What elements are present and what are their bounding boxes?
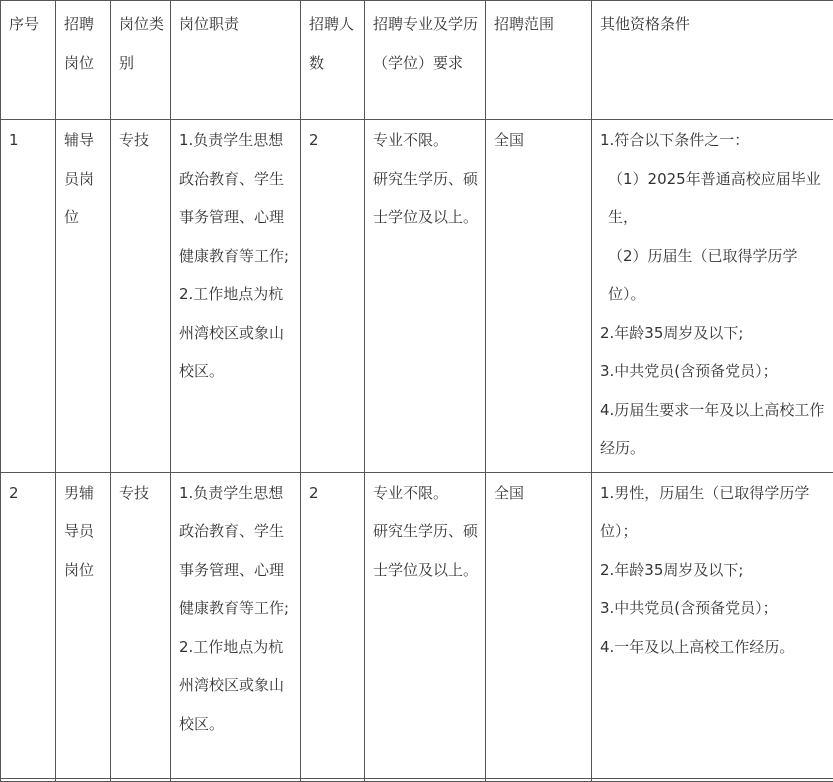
- header-cell-count: 招聘人数: [301, 1, 365, 120]
- header-cell-category: 岗位类别: [111, 1, 171, 120]
- condition-line: 1.男性，历届生（已取得学历学位）；: [600, 474, 827, 551]
- cell-scope: 全国: [486, 472, 592, 778]
- condition-line: 2.年龄35周岁及以下;: [600, 314, 827, 353]
- cell-duties: [171, 472, 301, 778]
- table-row: [1, 472, 833, 778]
- cell-requirements: [365, 472, 486, 778]
- condition-line: 1.符合以下条件之一：: [600, 121, 827, 160]
- condition-line: （1）2025年普通高校应届毕业生，: [600, 160, 827, 237]
- condition-line: 3.中共党员(含预备党员）；: [600, 352, 827, 391]
- table-header-row: [1, 1, 833, 120]
- cell-position: 辅导员岗位: [56, 120, 111, 473]
- cell-count: 2: [301, 120, 365, 473]
- header-cell-position: 招聘岗位: [56, 1, 111, 120]
- cell-scope: 全国: [486, 120, 592, 473]
- duty-line: 1.负责学生思想政治教育、学生事务管理、心理健康教育等工作;: [179, 121, 294, 275]
- cell-other: [592, 472, 833, 778]
- duty-line: 2.工作地点为杭州湾校区或象山校区。: [179, 628, 294, 744]
- condition-line: 4.历届生要求一年及以上高校工作经历。: [600, 391, 827, 468]
- requirement-line: 专业不限。: [373, 474, 479, 513]
- cell-category: 专技: [111, 472, 171, 778]
- condition-line: 2.年龄35周岁及以下;: [600, 551, 827, 590]
- header-cell-duties: 岗位职责: [171, 1, 301, 120]
- requirement-line: 研究生学历、硕士学位及以上。: [373, 512, 479, 589]
- header-cell-scope: 招聘范围: [486, 1, 592, 120]
- cell-position: 男辅导员岗位: [56, 472, 111, 778]
- requirement-line: 专业不限。: [373, 121, 479, 160]
- duty-line: 2.工作地点为杭州湾校区或象山校区。: [179, 275, 294, 391]
- cell-count: 2: [301, 472, 365, 778]
- cell-no: 2: [1, 472, 56, 778]
- cell-requirements: [365, 120, 486, 473]
- condition-line: 3.中共党员(含预备党员）；: [600, 589, 827, 628]
- table-row: [1, 120, 833, 473]
- requirement-line: 研究生学历、硕士学位及以上。: [373, 160, 479, 237]
- header-cell-other: 其他资格条件: [592, 1, 833, 120]
- header-cell-no: 序号: [1, 1, 56, 120]
- cell-duties: [171, 120, 301, 473]
- condition-line: 4.一年及以上高校工作经历。: [600, 628, 827, 667]
- condition-line: （2）历届生（已取得学历学位）。: [600, 237, 827, 314]
- header-cell-requirements: 招聘专业及学历（学位）要求: [365, 1, 486, 120]
- cell-other: [592, 120, 833, 473]
- cell-no: 1: [1, 120, 56, 473]
- cell-category: 专技: [111, 120, 171, 473]
- duty-line: 1.负责学生思想政治教育、学生事务管理、心理健康教育等工作;: [179, 474, 294, 628]
